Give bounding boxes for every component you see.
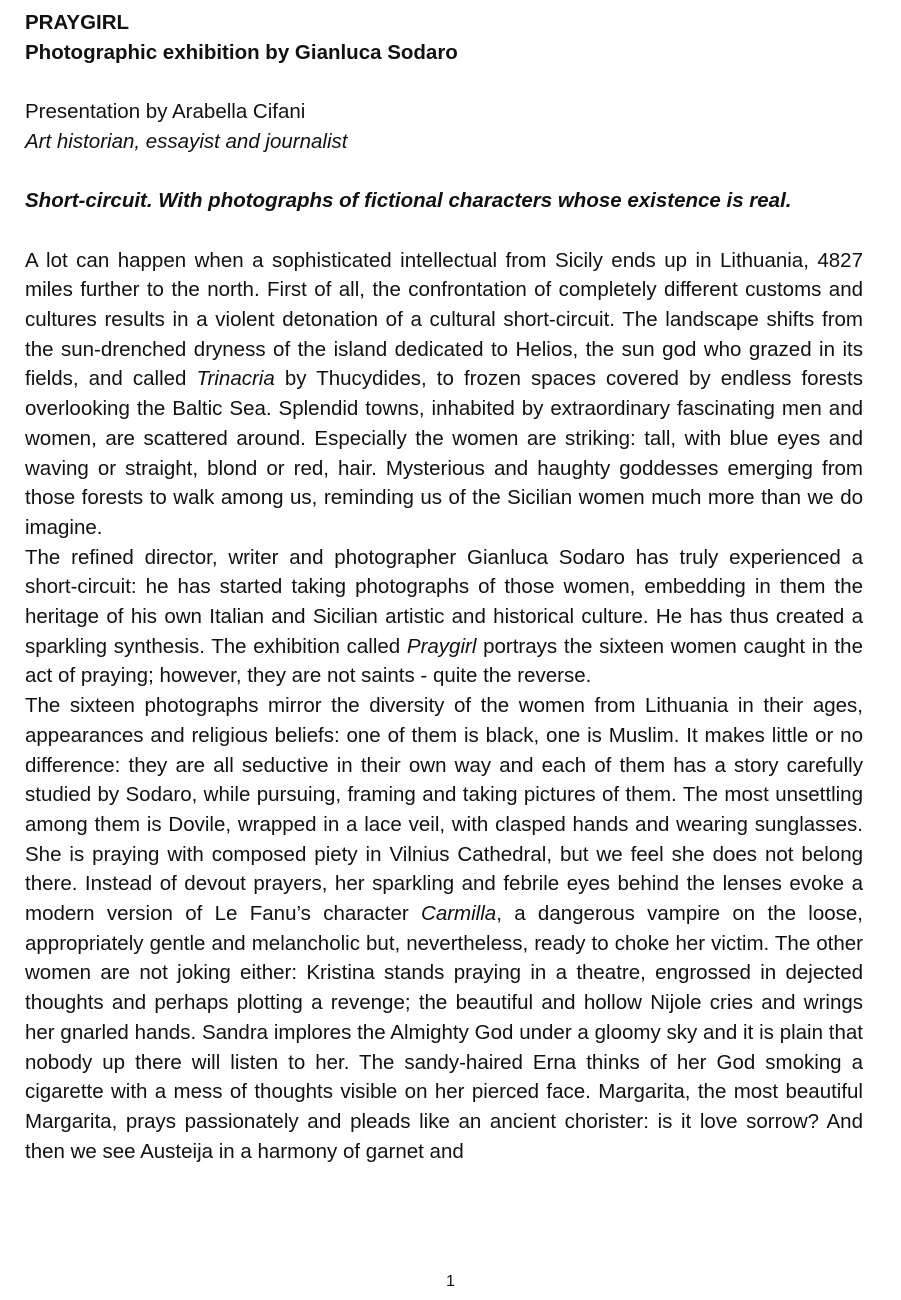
- article-tagline: Short-circuit. With photographs of fictional characters whose existence is real.: [25, 189, 792, 213]
- spacer: [25, 67, 863, 97]
- italic-term: Praygirl: [406, 634, 477, 658]
- paragraph-text: A lot can happen when a sophisticated intellectual from Sicily ends up in Lithuania, 4827 miles further to the north. First of all, the confrontation of completely different customs and cultures results in a violent detonation of a cultural short-circuit. The landscape shifts from the sun-drenched dryness of the island dedicated to Helios, the sun god who grazed in its fields, and called: [25, 248, 863, 391]
- spacer: [25, 216, 863, 246]
- document-subtitle: Photographic exhibition by Gianluca Sodaro: [25, 40, 458, 64]
- paragraph-text: by Thucydides, to frozen spaces covered by endless forests overlooking the Baltic Sea. Splendid towns, inhabited by extraordinary fascinating men and women, are scattered around. Especially the women are striking: tall, with blue eyes and waving or straight, blond or red, hair. Mysterious and haughty goddesses emerging from those forests to walk among us, reminding us of the Sicilian women much more than we do imagine.: [25, 367, 864, 539]
- body-paragraph-2: [25, 543, 863, 692]
- paragraph-text: The refined director, writer and photographer Gianluca Sodaro has truly experienced a short-circuit: he has started taking photographs of those women, embedding in them the heritage of his own Italian and Sicilian artistic and historical culture. He has thus created a sparkling synthesis. The exhibition called: [25, 545, 863, 658]
- spacer: [25, 157, 863, 187]
- presenter-line: Presentation by Arabella Cifani: [25, 100, 306, 124]
- paragraph-text: portrays the sixteen women caught in the act of praying; however, they are not saints - quite the reverse.: [25, 634, 863, 688]
- page-number: 1: [446, 1273, 455, 1290]
- paragraph-text: The sixteen photographs mirror the diversity of the women from Lithuania in their ages, appearances and religious beliefs: one of them is black, one is Muslim. It makes little or no difference: they are all seductive in their own way and each of them has a story carefully studied by Sodaro, while pursuing, framing and taking pictures of them. The most unsettling among them is Dovile, wrapped in a lace veil, with clasped hands and wearing sunglasses. She is praying with composed piety in Vilnius Cathedral, but we feel she does not belong there. Instead of devout prayers, her sparkling and febrile eyes behind the lenses evoke a modern version of Le Fanu’s character: [25, 694, 863, 926]
- document-title: PRAYGIRL: [25, 11, 130, 34]
- paragraph-text: , a dangerous vampire on the loose, appropriately gentle and melancholic but, nevertheless, ready to choke her victim. The other women are not joking either: Kristina stands praying in a theatre, engrossed in dejected thoughts and perhaps plotting a revenge; the beautiful and hollow Nijole cries and wrings her gnarled hands. Sandra implores the Almighty God under a gloomy sky and it is plain that nobody up there will listen to her. The sandy-haired Erna thinks of her God smoking a cigarette with a mess of thoughts visible on her pierced face. Margarita, the most beautiful Margarita, prays passionately and pleads like an ancient chorister: is it love sorrow? And then we see Austeija in a harmony of garnet and: [25, 902, 863, 1163]
- italic-term: Carmilla: [421, 902, 497, 926]
- presenter-role: Art historian, essayist and journalist: [25, 129, 348, 153]
- italic-term: Trinacria: [196, 367, 275, 391]
- body-paragraph-1: [25, 246, 863, 543]
- body-paragraph-3: [25, 691, 863, 1166]
